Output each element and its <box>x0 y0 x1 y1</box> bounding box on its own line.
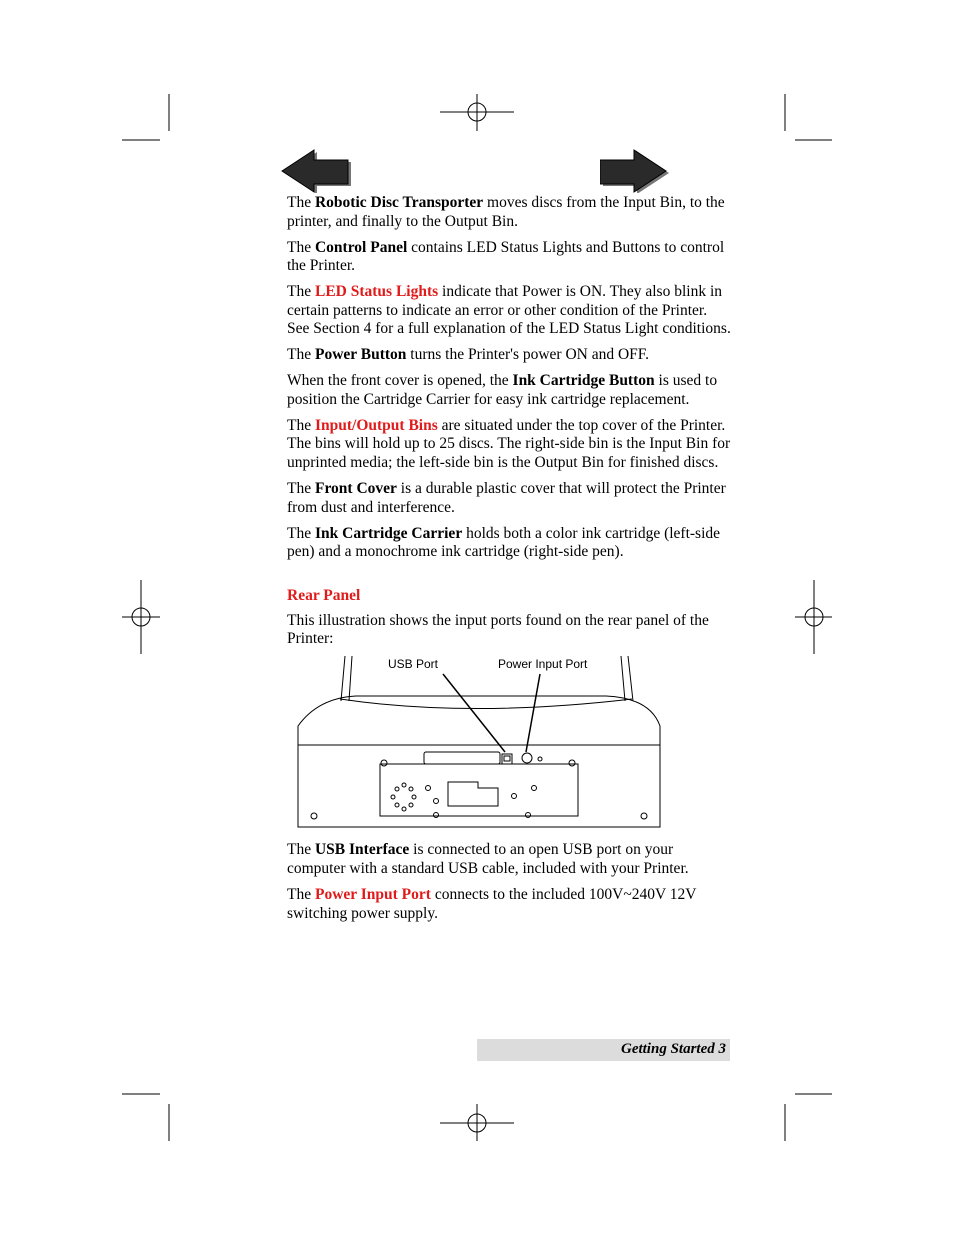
footer-text: Getting Started 3 <box>620 1041 726 1057</box>
power-input-port-link[interactable]: Power Input Port <box>314 885 431 903</box>
rear-panel-illustration <box>287 656 732 831</box>
paragraph-led-status: The LED Status Lights indicate that Power is ON. They also blink in certain patterns to indicate an error or other condition of the Printer. See Section 4 for a full explanation of the LED Status Light conditions. <box>287 283 731 338</box>
led-status-link[interactable]: LED Status Lights <box>314 283 439 301</box>
printer-rear-drawing <box>0 656 954 831</box>
paragraph-front-cover: The Front Cover is a durable plastic cover that will protect the Printer from dust and interference. <box>287 480 726 516</box>
paragraph-power-button: The Power Button turns the Printer's power ON and OFF. <box>287 346 650 364</box>
input-output-bins-link[interactable]: Input/Output Bins <box>314 416 438 434</box>
paragraph-bins: The Input/Output Bins are situated under the top cover of the Printer. The bins will hold up to 25 discs. The right-side bin is the Input Bin for unprinted media; the left-side bin is the Output Bin for finished discs. <box>287 416 731 472</box>
right-arrow-icon[interactable] <box>600 149 672 193</box>
page-content <box>287 194 732 931</box>
left-arrow-icon[interactable] <box>280 149 352 193</box>
usb-port-label: USB Port <box>388 657 439 672</box>
paragraph-usb-interface: The USB Interface is connected to an open USB port on your computer with a standard USB cable, included with your Printer. <box>287 841 689 877</box>
paragraph-ink-carrier: The Ink Cartridge Carrier holds both a color ink cartridge (left-side pen) and a monochrome ink cartridge (right-side pen). <box>287 524 721 561</box>
paragraph-disc-transporter: The Robotic Disc Transporter moves discs from the Input Bin, to the printer, and finally to the Output Bin. <box>287 194 725 230</box>
paragraph-rear-panel-intro: This illustration shows the input ports found on the rear panel of the Printer: <box>287 611 709 648</box>
paragraph-control-panel: The Control Panel contains LED Status Lights and Buttons to control the Printer. <box>287 238 725 275</box>
paragraph-power-input: The Power Input Port connects to the included 100V~240V 12V switching power supply. <box>287 885 697 922</box>
paragraph-ink-button: When the front cover is opened, the Ink Cartridge Button is used to position the Cartridge Carrier for easy ink cartridge replacement. <box>287 372 718 408</box>
section-title: Rear Panel <box>287 586 361 604</box>
page-footer <box>477 1039 730 1061</box>
power-input-port-label: Power Input Port <box>498 657 588 672</box>
